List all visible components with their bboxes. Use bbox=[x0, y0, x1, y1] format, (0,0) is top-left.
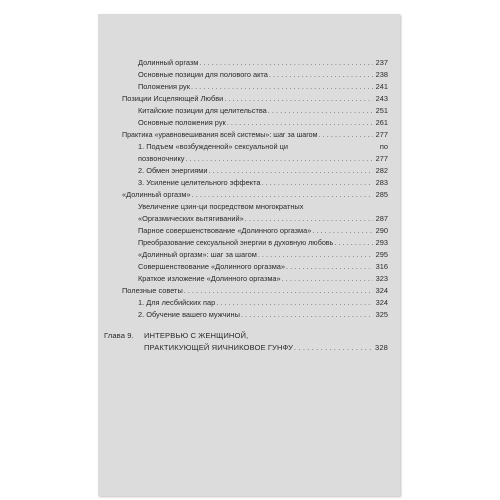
toc-entry-page: 261 bbox=[375, 118, 388, 127]
chapter-number: Глава 9. bbox=[104, 331, 134, 340]
toc-entry-page: 277 bbox=[375, 154, 388, 163]
toc-entry-label-part: 1. Подъем «возбужденной» сексуальной ци bbox=[138, 142, 288, 151]
toc-entry-page: 325 bbox=[375, 310, 388, 319]
toc-entry-page: 238 bbox=[375, 70, 388, 79]
toc-entry-label: «Оргазмических вытягиваний» bbox=[138, 214, 244, 223]
toc-entry-page: 277 bbox=[375, 130, 388, 139]
leader-dots bbox=[312, 226, 373, 236]
toc-entry bbox=[138, 310, 388, 320]
chapter-title-line: ПРАКТИКУЮЩЕЙ ЯИЧНИКОВОЕ ГУНФУ bbox=[144, 343, 294, 352]
leader-dots bbox=[192, 190, 373, 200]
toc-entry-page: 241 bbox=[375, 82, 388, 91]
toc-entry-page: 287 bbox=[375, 214, 388, 223]
leader-dots bbox=[185, 154, 373, 164]
leader-dots bbox=[227, 118, 373, 128]
leader-dots bbox=[268, 106, 373, 116]
toc-entry bbox=[138, 82, 388, 92]
toc-entry-label: 3. Усиление целительного эффекта bbox=[138, 178, 261, 187]
toc-entry bbox=[122, 286, 388, 296]
book-page bbox=[98, 14, 400, 496]
toc-entry-page: 243 bbox=[375, 94, 388, 103]
toc-entry-page: 285 bbox=[375, 190, 388, 199]
toc-entry bbox=[122, 130, 388, 140]
toc-entry-page: 290 bbox=[375, 226, 388, 235]
toc-entry bbox=[138, 274, 388, 284]
toc-entry bbox=[138, 178, 388, 188]
toc-entry-label: 2. Обучение вашего мужчины bbox=[138, 310, 240, 319]
toc-entry-label: Полезные советы bbox=[122, 286, 183, 295]
toc-entry-page: 293 bbox=[375, 238, 388, 247]
chapter-page: 328 bbox=[375, 343, 388, 352]
toc-entry-page: 237 bbox=[375, 58, 388, 67]
toc-entry bbox=[138, 262, 388, 272]
toc-entry-label: Основные позиции для полового акта bbox=[138, 70, 268, 79]
leader-dots bbox=[258, 250, 373, 260]
toc-entry bbox=[138, 214, 388, 224]
toc-entry-page: 283 bbox=[375, 178, 388, 187]
toc-entry-line bbox=[138, 142, 388, 152]
toc-entry-label-part: по bbox=[379, 142, 388, 151]
toc-entry bbox=[138, 226, 388, 236]
leader-dots bbox=[245, 214, 373, 224]
toc-entry bbox=[138, 58, 388, 68]
toc-entry bbox=[122, 190, 388, 200]
leader-dots bbox=[216, 298, 373, 308]
toc-entry-label: Основные положения рук bbox=[138, 118, 226, 127]
chapter-title-line: ИНТЕРВЬЮ С ЖЕНЩИНОЙ, bbox=[144, 331, 249, 340]
leader-dots bbox=[334, 238, 373, 248]
toc-entry-page: 324 bbox=[375, 298, 388, 307]
toc-entry-label: Совершенствование «Долинного оргазма» bbox=[138, 262, 286, 271]
toc-entry-label: Парное совершенствование «Долинного оргазма» bbox=[138, 226, 312, 235]
toc-entry bbox=[138, 118, 388, 128]
toc-entry-label: Увеличение цзин-ци посредством многократных bbox=[138, 202, 304, 211]
toc-entry-label: Позиции Исцеляющей Любви bbox=[122, 94, 224, 103]
toc-entry-page: 316 bbox=[375, 262, 388, 271]
toc-entry bbox=[138, 154, 388, 164]
toc-entry-label: 2. Обмен энергиями bbox=[138, 166, 208, 175]
toc-entry bbox=[138, 250, 388, 260]
leader-dots bbox=[282, 274, 373, 284]
toc-entry bbox=[122, 94, 388, 104]
leader-dots bbox=[224, 94, 373, 104]
toc-entry-label: Долинный оргазм bbox=[138, 58, 199, 67]
toc-entry bbox=[138, 298, 388, 308]
table-of-contents bbox=[98, 14, 400, 496]
toc-entry-label: «Долинный оргазм» bbox=[122, 190, 191, 199]
toc-entry-page: 282 bbox=[375, 166, 388, 175]
toc-entry-label: Практика «уравновешивания всей системы»: шаг за шагом bbox=[122, 131, 318, 139]
leader-dots bbox=[199, 58, 373, 68]
toc-entry-label bbox=[138, 142, 388, 152]
toc-entry-page: 323 bbox=[375, 274, 388, 283]
leader-dots bbox=[261, 178, 373, 188]
toc-entry-label: Краткое изложение «Долинного оргазма» bbox=[138, 274, 281, 283]
toc-entry-label: Положения рук bbox=[138, 82, 190, 91]
toc-entry bbox=[138, 70, 388, 80]
leader-dots bbox=[269, 70, 373, 80]
leader-dots bbox=[319, 130, 373, 140]
toc-entry-page: 295 bbox=[375, 250, 388, 259]
leader-dots bbox=[191, 82, 373, 92]
leader-dots bbox=[286, 262, 373, 272]
leader-dots bbox=[294, 343, 373, 353]
toc-entry-label: «Долинный оргазм»: шаг за шагом bbox=[138, 250, 257, 259]
toc-entry bbox=[138, 166, 388, 176]
leader-dots bbox=[184, 286, 373, 296]
toc-entry-page: 251 bbox=[375, 106, 388, 115]
toc-entry-label: 1. Для лесбийских пар bbox=[138, 298, 216, 307]
chapter-entry bbox=[144, 343, 388, 353]
toc-entry-label: позвоночнику bbox=[138, 154, 185, 163]
toc-entry bbox=[138, 238, 388, 248]
toc-entry-page: 324 bbox=[375, 286, 388, 295]
leader-dots bbox=[208, 166, 373, 176]
toc-entry-label: Китайские позиции для целительства bbox=[138, 106, 267, 115]
toc-entry-label: Преобразование сексуальной энергии в духовную любовь bbox=[138, 238, 334, 247]
leader-dots bbox=[241, 310, 373, 320]
toc-entry bbox=[138, 106, 388, 116]
